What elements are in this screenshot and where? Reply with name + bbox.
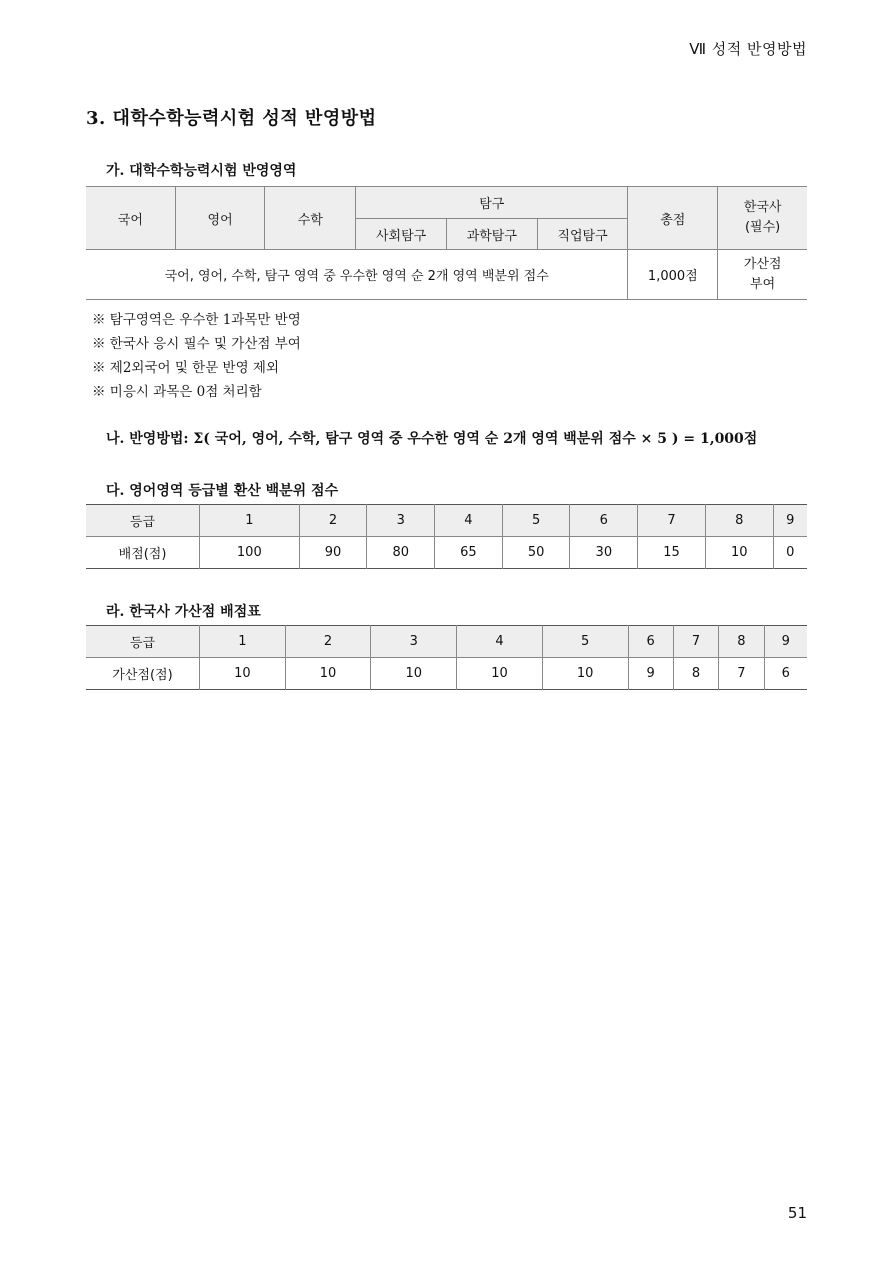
grade-cell: 1 <box>200 505 300 537</box>
header-english: 영어 <box>175 187 265 250</box>
section-title: 3. 대학수학능력시험 성적 반영방법 <box>86 108 377 129</box>
bonus-cell: 10 <box>200 658 286 690</box>
score-cell: 10 <box>705 537 773 569</box>
note-item: ※ 미응시 과목은 0점 처리함 <box>92 384 262 400</box>
grade-cell: 1 <box>200 626 286 658</box>
grade-cell: 5 <box>542 626 628 658</box>
bonus-cell: 7 <box>719 658 764 690</box>
header-inquiry: 탐구 <box>356 187 628 219</box>
history-bonus <box>718 250 807 300</box>
bonus-cell: 10 <box>542 658 628 690</box>
score-row-label: 배점(점) <box>86 537 200 569</box>
subsection-d-title: 라. 한국사 가산점 배점표 <box>106 604 261 620</box>
notes-list <box>92 308 301 404</box>
note-item: ※ 한국사 응시 필수 및 가산점 부여 <box>92 336 301 352</box>
subsection-c-title: 다. 영어영역 등급별 환산 백분위 점수 <box>106 483 339 499</box>
page-number: 51 <box>787 1204 807 1222</box>
grade-cell: 4 <box>435 505 503 537</box>
grade-cell: 2 <box>285 626 371 658</box>
history-bonus-line1: 가산점 <box>743 256 782 272</box>
bonus-cell: 10 <box>371 658 457 690</box>
history-bonus-table <box>86 625 807 690</box>
total-score: 1,000점 <box>628 250 718 300</box>
grade-cell: 8 <box>705 505 773 537</box>
score-cell: 90 <box>299 537 367 569</box>
note-item: ※ 제2외국어 및 한문 반영 제외 <box>92 360 279 376</box>
header-history-note: (필수) <box>744 220 781 235</box>
grade-cell: 6 <box>570 505 638 537</box>
header-science-inquiry: 과학탐구 <box>446 219 537 250</box>
grade-header-label: 등급 <box>86 626 200 658</box>
header-vocational-inquiry: 직업탐구 <box>537 219 628 250</box>
score-cell: 15 <box>638 537 706 569</box>
reflection-description: 국어, 영어, 수학, 탐구 영역 중 우수한 영역 순 2개 영역 백분위 점수 <box>86 250 628 300</box>
score-cell: 30 <box>570 537 638 569</box>
header-korean: 국어 <box>86 187 175 250</box>
reflection-areas-table <box>86 186 807 300</box>
bonus-cell: 10 <box>285 658 371 690</box>
score-cell: 0 <box>773 537 807 569</box>
grade-cell: 7 <box>673 626 718 658</box>
score-cell: 100 <box>200 537 300 569</box>
score-cell: 65 <box>435 537 503 569</box>
note-item: ※ 탐구영역은 우수한 1과목만 반영 <box>92 312 301 328</box>
grade-cell: 9 <box>773 505 807 537</box>
bonus-cell: 8 <box>673 658 718 690</box>
grade-header-label: 등급 <box>86 505 200 537</box>
score-cell: 80 <box>367 537 435 569</box>
grade-cell: 8 <box>719 626 764 658</box>
header-history-label: 한국사 <box>743 200 782 215</box>
english-grade-table <box>86 504 807 569</box>
bonus-row-label: 가산점(점) <box>86 658 200 690</box>
grade-cell: 7 <box>638 505 706 537</box>
header-math: 수학 <box>265 187 356 250</box>
chapter-header: Ⅶ 성적 반영방법 <box>689 40 807 58</box>
subsection-a-title: 가. 대학수학능력시험 반영영역 <box>106 163 297 179</box>
header-social-inquiry: 사회탐구 <box>356 219 447 250</box>
grade-cell: 2 <box>299 505 367 537</box>
grade-cell: 5 <box>502 505 570 537</box>
grade-cell: 6 <box>628 626 673 658</box>
grade-cell: 4 <box>457 626 543 658</box>
grade-cell: 9 <box>764 626 807 658</box>
header-total: 총점 <box>628 187 718 250</box>
history-bonus-line2: 부여 <box>750 276 776 292</box>
bonus-cell: 9 <box>628 658 673 690</box>
bonus-cell: 10 <box>457 658 543 690</box>
grade-cell: 3 <box>371 626 457 658</box>
header-history <box>718 187 807 250</box>
bonus-cell: 6 <box>764 658 807 690</box>
grade-cell: 3 <box>367 505 435 537</box>
score-cell: 50 <box>502 537 570 569</box>
reflection-method-formula: 나. 반영방법: Σ( 국어, 영어, 수학, 탐구 영역 중 우수한 영역 순 2개 영역 백분위 점수 × 5 ) = 1,000점 <box>106 431 758 447</box>
